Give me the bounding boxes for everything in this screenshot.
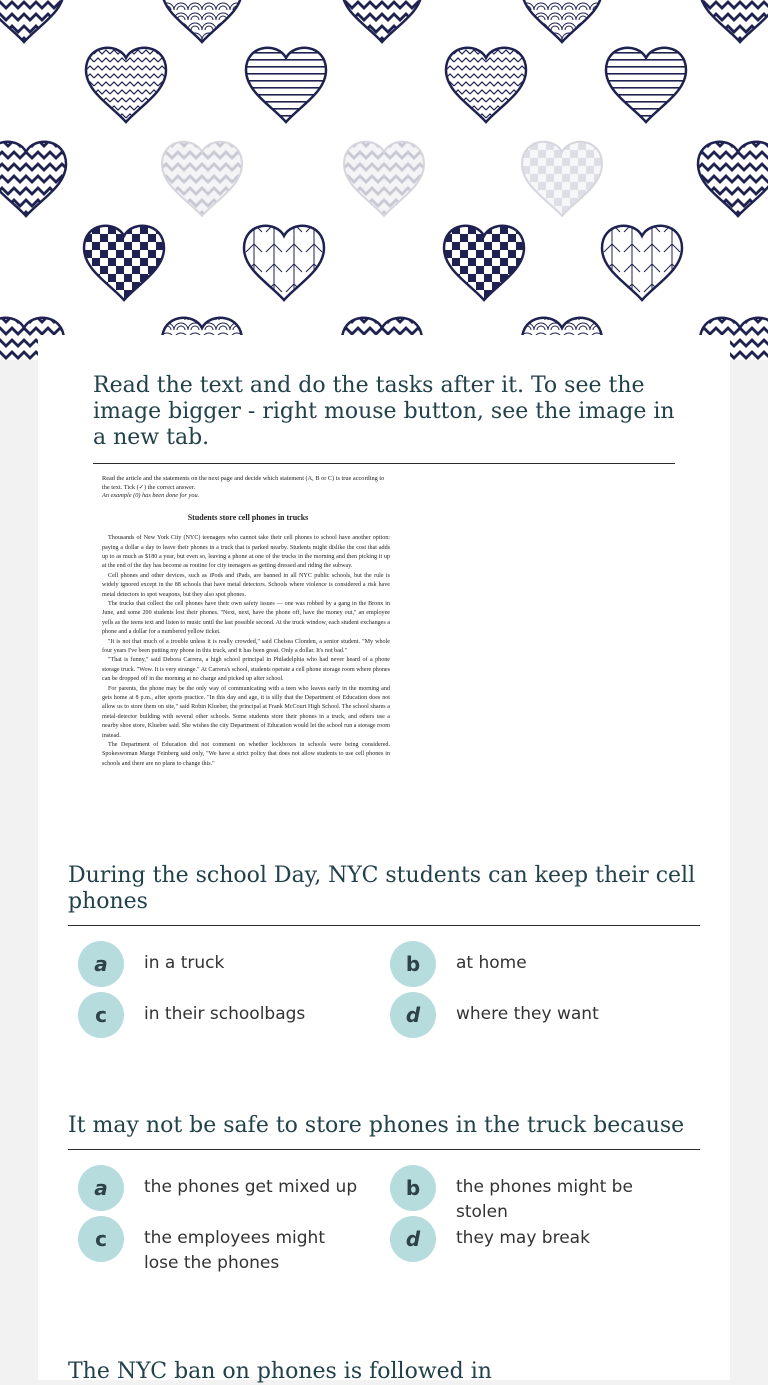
option-letter-badge: c [78, 992, 124, 1038]
option-text: in a truck [144, 953, 225, 973]
instruction-divider [93, 463, 675, 464]
question-1-option-a[interactable] [78, 941, 364, 987]
article-paragraph: For parents, the phone may be the only way of communicating with a teen who leaves early in the morning and gets home at 8 p.m., after sports practice. "In this day and age, it is silly that the Department of Education does not allow us to store them on site," said Robin Klueber, the principal at Frank McCourt High School. The school shares a metal-detector building with several other schools. Some students store their phones in a truck, and others use a nearby shoe store, Klueber said. She wishes the city Department of Education would let the school run a storage room instead. [102, 685, 390, 739]
question-1-option-b[interactable] [390, 941, 676, 987]
hearts-pattern [0, 0, 768, 360]
option-text: the phones get mixed up [144, 1177, 358, 1197]
article-image[interactable] [98, 475, 398, 795]
question-2-option-a[interactable] [78, 1165, 364, 1211]
question-2-option-c[interactable] [78, 1216, 364, 1276]
option-letter-badge: b [390, 1165, 436, 1211]
article-paragraph: "It is not that much of a trouble unless it is really crowded," said Chelsea Clonden, a senior student. "My whole four years I've been putting my phone in this truck, and it has been great. Only a dollar. It's not bad." [102, 638, 390, 654]
question-3-text: The NYC ban on phones is followed in [68, 1359, 492, 1384]
option-text: where they want [456, 1004, 599, 1024]
option-text: at home [456, 953, 527, 973]
instruction-text: Read the text and do the tasks after it. To see the image bigger - right mouse button, see the image in a new tab. [93, 373, 675, 450]
article-intro: Read the article and the statements on the next page and decide which statement (A, B or C) is true according to the text. Tick (✓) the correct answer. An example (0) has been done for you. [102, 475, 385, 500]
option-letter-badge: a [78, 941, 124, 987]
option-letter-badge: d [390, 992, 436, 1038]
question-2-option-d[interactable] [390, 1216, 676, 1262]
option-text: in their schoolbags [144, 1004, 306, 1024]
question-2-divider [68, 1149, 700, 1150]
option-text: the phones might be stolen [456, 1177, 633, 1222]
option-letter-badge: d [390, 1216, 436, 1262]
question-1-option-d[interactable] [390, 992, 676, 1038]
question-1-option-c[interactable] [78, 992, 364, 1038]
article-paragraph: Thousands of New York City (NYC) teenagers who cannot take their cell phones to school have another option: paying a dollar a day to leave their phones in a truck that is parked nearby. Students might dislike the cost that adds up to as much as $180 a year, but even so, leaving a phone at one of the trucks in the morning and then picking it up at the end of the day has become as routine for city teenagers as getting dressed and riding the subway. [102, 535, 390, 570]
article-paragraph: "That is funny," said Debora Carrera, a high school principal in Philadelphia who had never heard of a phone storage truck. "Wow. It is very strange." At Carrera's school, students operate a cell phone storage room where phones can be dropped off in the morning at no charge and picked up after school. [102, 657, 390, 683]
option-text: the employees might lose the phones [144, 1228, 325, 1273]
article-paragraph: Cell phones and other devices, such as iPods and iPads, are banned in all NYC public schools, but the rule is widely ignored except in the 88 schools that have metal detectors. Schools where violence is considered a risk have metal detectors to spot weapons, but they also spot phones. [102, 572, 390, 598]
question-1-text: During the school Day, NYC students can keep their cell phones [68, 863, 696, 914]
option-text: they may break [456, 1228, 590, 1248]
option-letter-badge: a [78, 1165, 124, 1211]
article-paragraph: The trucks that collect the cell phones have their own safety issues — one was robbed by a gang in the Bronx in June, and some 200 students lost their phones. "Next, next, have the phone off, have the money out," an employee yells as the teens text and listen to music until the last possible second. At the truck window, each student exchanges a phone and a dollar for a numbered yellow ticket. [102, 600, 390, 636]
article-title: Students store cell phones in trucks [187, 513, 309, 523]
option-letter-badge: b [390, 941, 436, 987]
option-letter-badge: c [78, 1216, 124, 1262]
article-paragraph: The Department of Education did not comment on whether lockboxes in schools were being considered. Spokeswoman Marge Feinberg said only, "We have a strict policy that does not allow students to use cell phones in schools and there are no plans to change this." [102, 742, 390, 767]
hearts-header-banner [0, 0, 768, 360]
question-1-divider [68, 925, 700, 926]
question-2-text: It may not be safe to store phones in the truck because [68, 1113, 685, 1138]
worksheet-sheet [38, 335, 730, 1384]
